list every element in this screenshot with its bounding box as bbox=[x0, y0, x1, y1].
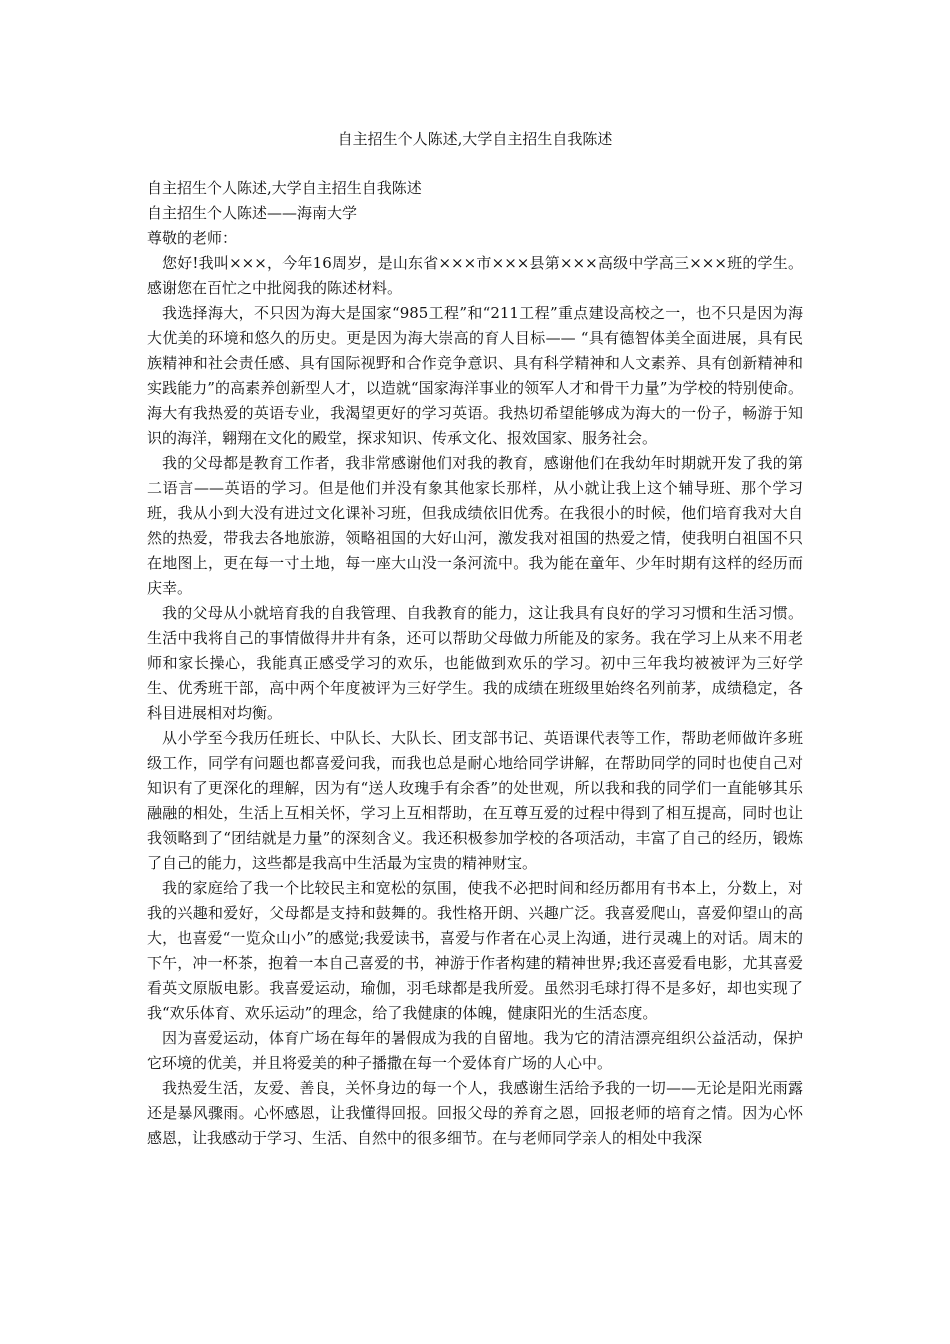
paragraph-hobbies: 我的家庭给了我一个比较民主和宽松的氛围，使我不必把时间和经历都用有书本上，分数上，对我的兴趣和爱好，父母都是支持和鼓舞的。我性格开朗、兴趣广泛。我喜爱爬山，喜爱仰望山的高大，也喜爱“一览众山小”的感觉;我爱读书，喜爱与作者在心灵上沟通，进行灵魂上的对话。周末的下午，冲一杯茶，抱着一本自己喜爱的书，神游于作者构建的精神世界;我还喜爱看电影，尤其喜爱看英文原版电影。我喜爱运动，瑜伽，羽毛球都是我所爱。虽然羽毛球打得不是多好，却也实现了我“欢乐体育、欢乐运动”的理念，给了我健康的体魄，健康阳光的生活态度。 bbox=[147, 879, 803, 1022]
paragraph-greeting: 您好!我叫×××，今年16周岁，是山东省×××市×××县第×××高级中学高三×××班的学生。感谢您在百忙之中批阅我的陈述材料。 bbox=[147, 254, 803, 297]
paragraph-gratitude: 我热爱生活，友爱、善良，关怀身边的每一个人，我感谢生活给予我的一切——无论是阳光雨露还是暴风骤雨。心怀感恩，让我懂得回报。回报父母的养育之恩，回报老师的培育之情。因为心怀感恩，让我感动于学习、生活、自然中的很多细节。在与老师同学亲人的相处中我深 bbox=[147, 1079, 803, 1147]
subtitle-line-2: 自主招生个人陈述——海南大学 bbox=[147, 204, 358, 222]
document-title: 自主招生个人陈述,大学自主招生自我陈述 bbox=[337, 130, 613, 148]
paragraph-self-management: 我的父母从小就培育我的自我管理、自我教育的能力，这让我具有良好的学习习惯和生活习惯。生活中我将自己的事情做得井井有条，还可以帮助父母做力所能及的家务。我在学习上从来不用老师和家长操心，我能真正感受学习的欢乐，也能做到欢乐的学习。初中三年我均被被评为三好学生、优秀班干部，高中两个年度被评为三好学生。我的成绩在班级里始终名列前茅，成绩稳定，各科目进展相对均衡。 bbox=[147, 604, 803, 722]
paragraph-sports-square: 因为喜爱运动，体育广场在每年的暑假成为我的自留地。我为它的清洁漂亮组织公益活动，保护它环境的优美，并且将爱美的种子播撒在每一个爱体育广场的人心中。 bbox=[147, 1029, 803, 1072]
subtitle-line-1: 自主招生个人陈述,大学自主招生自我陈述 bbox=[147, 179, 422, 197]
paragraph-parents-education: 我的父母都是教育工作者，我非常感谢他们对我的教育，感谢他们在我幼年时期就开发了我的第二语言——英语的学习。但是他们并没有象其他家长那样，从小就让我上这个辅导班、那个学习班，我从小到大没有进过文化课补习班，但我成绩依旧优秀。在我很小的时候，他们培育我对大自然的热爱，带我去各地旅游，领略祖国的大好山河，激发我对祖国的热爱之情，使我明白祖国不只在地图上，更在每一寸土地，每一座大山没一条河流中。我为能在童年、少年时期有这样的经历而庆幸。 bbox=[147, 454, 803, 597]
paragraph-leadership: 从小学至今我历任班长、中队长、大队长、团支部书记、英语课代表等工作，帮助老师做许多班级工作，同学有问题也都喜爱问我，而我也总是耐心地给同学讲解，在帮助同学的同时也使自己对知识有了更深化的理解，因为有“送人玫瑰手有余香”的处世观，所以我和我的同学们一直能够其乐融融的相处，生活上互相关怀，学习上互相帮助，在互尊互爱的过程中得到了相互提高，同时也让我领略到了“团结就是力量”的深刻含义。我还积极参加学校的各项活动，丰富了自己的经历，锻炼了自己的能力，这些都是我高中生活最为宝贵的精神财宝。 bbox=[147, 729, 803, 872]
document-body bbox=[147, 176, 803, 1151]
paragraph-why-school: 我选择海大，不只因为海大是国家“985工程”和“211工程”重点建设高校之一，也不只是因为海大优美的环境和悠久的历史。更是因为海大崇高的育人目标—— “具有德智体美全面进展，具有民族精神和社会责任感、具有国际视野和合作竞争意识、具有科学精神和人文素养、具有创新精神和实践能力”的高素养创新型人才，以造就“国家海洋事业的领军人才和骨干力量”为学校的特别使命。海大有我热爱的英语专业，我渴望更好的学习英语。我热切希望能够成为海大的一份子，畅游于知识的海洋，翱翔在文化的殿堂，探求知识、传承文化、报效国家、服务社会。 bbox=[147, 304, 803, 447]
salutation: 尊敬的老师： bbox=[147, 229, 238, 247]
